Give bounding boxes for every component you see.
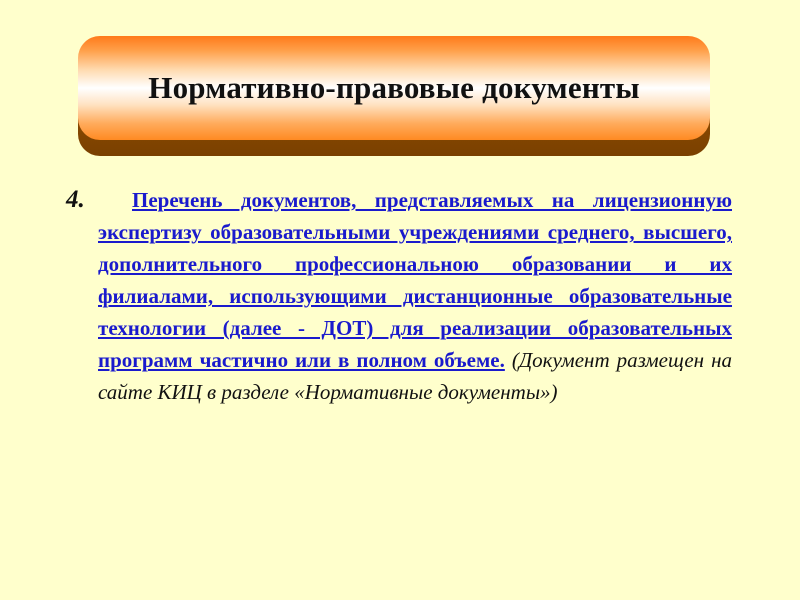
title-banner [78,36,710,158]
title-banner-pill [78,36,710,140]
document-item [66,184,732,408]
page-title: Нормативно-правовые документы [148,70,640,105]
document-link[interactable]: Перечень документов, представляемых на лицензионную экспертизу образовательными учреждениями среднего, высшего, дополнительного профессиональною образовании и их филиалами, использующими дистанционные образовательные технологии (далее - ДОТ) для реализации образовательных программ частично или в полном объеме. [98,188,732,372]
item-number: 4. [66,186,85,213]
document-note: (Документ размещен на сайте КИЦ в разделе «Нормативные документы») [98,348,732,404]
